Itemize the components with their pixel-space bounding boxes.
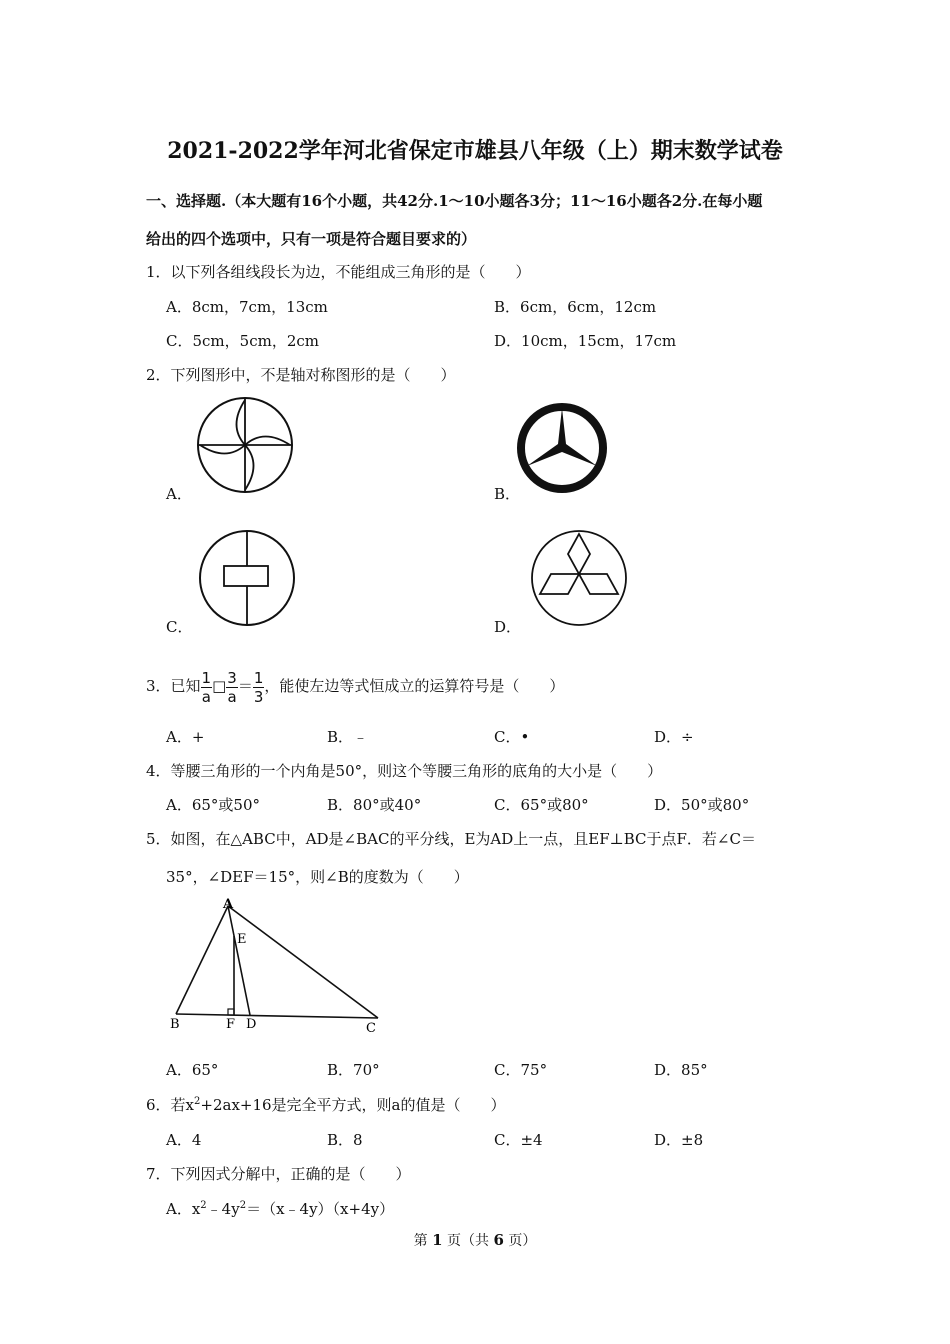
footer-post: 页） bbox=[508, 1233, 537, 1249]
q3-option-d: D．÷ bbox=[654, 728, 694, 746]
q3-suffix: ，能使左边等式恒成立的运算符号是（ ） bbox=[264, 677, 565, 695]
q1-option-d: D．10cm，15cm，17cm bbox=[494, 332, 677, 350]
footer-total-pages: 6 bbox=[493, 1231, 504, 1249]
q3-stem bbox=[146, 668, 564, 706]
q3-f2-den: a bbox=[227, 687, 237, 706]
q3-f2-num: 3 bbox=[227, 668, 237, 687]
q7-a-part2: ﹣4y bbox=[206, 1200, 240, 1218]
q4-option-a: A．65°或50° bbox=[166, 796, 261, 814]
q2-stem: 2．下列图形中，不是轴对称图形的是（ ） bbox=[146, 366, 456, 384]
footer-pre: 第 bbox=[413, 1233, 428, 1249]
q5-label-f: F bbox=[226, 1017, 236, 1032]
q3-equals: ＝ bbox=[237, 677, 253, 695]
q5-label-e: E bbox=[237, 932, 247, 947]
section-header-line2: 给出的四个选项中，只有一项是符合题目要求的） bbox=[146, 230, 477, 248]
q6-option-c: C．±4 bbox=[494, 1131, 543, 1149]
page-title: 2021-2022学年河北省保定市雄县八年级（上）期末数学试卷 bbox=[167, 138, 783, 164]
q3-option-b: B．﹣ bbox=[327, 728, 369, 746]
q7-option-a bbox=[166, 1198, 394, 1219]
q3-prefix: 3．已知 bbox=[146, 677, 201, 695]
q5-label-d: D bbox=[246, 1017, 257, 1032]
q5-option-b: B．70° bbox=[327, 1061, 380, 1079]
q5-triangle-figure bbox=[160, 894, 400, 1040]
q3-f3-num: 1 bbox=[253, 668, 264, 687]
q6-sup: 2 bbox=[194, 1096, 201, 1107]
q7-a-part3: ＝（x﹣4y）（x+4y） bbox=[246, 1200, 395, 1218]
q1-option-c: C．5cm，5cm，2cm bbox=[166, 332, 319, 350]
q4-option-c: C．65°或80° bbox=[494, 796, 589, 814]
q5-stem-line1: 5．如图，在△ABC中，AD是∠BAC的平分线，E为AD上一点，且EF⊥BC于点F．若∠C＝ bbox=[146, 830, 756, 848]
q6-stem-b: +2ax+16是完全平方式，则a的值是（ ） bbox=[200, 1096, 506, 1114]
q3-option-a: A．+ bbox=[166, 728, 205, 746]
q2-figure-b-star-ring bbox=[514, 400, 610, 496]
q5-label-b: B bbox=[170, 1017, 180, 1032]
footer-mid: 页（共 bbox=[447, 1233, 489, 1249]
section-header-line1: 一、选择题.（本大题有16个小题，共42分.1～10小题各3分；11～16小题各2分.在每小题 bbox=[146, 192, 763, 210]
q3-fraction-2 bbox=[226, 669, 238, 706]
q4-option-b: B．80°或40° bbox=[327, 796, 422, 814]
q2-option-d: D． bbox=[494, 618, 522, 636]
q6-option-a: A．4 bbox=[166, 1131, 202, 1149]
q7-a-sup2: 2 bbox=[239, 1200, 247, 1211]
q3-f1-num: 1 bbox=[201, 668, 212, 687]
q4-option-d: D．50°或80° bbox=[654, 796, 750, 814]
q1-option-b: B．6cm，6cm，12cm bbox=[494, 298, 657, 316]
page-footer bbox=[0, 1230, 950, 1250]
q4-stem: 4．等腰三角形的一个内角是50°，则这个等腰三角形的底角的大小是（ ） bbox=[146, 762, 663, 780]
q1-stem: 1．以下列各组线段长为边，不能组成三角形的是（ ） bbox=[146, 263, 531, 281]
q7-a-sup1: 2 bbox=[200, 1200, 207, 1211]
q3-f3-den: 3 bbox=[253, 687, 264, 706]
q3-option-c: C．• bbox=[494, 728, 530, 746]
q2-option-c: C． bbox=[166, 618, 193, 636]
q2-figure-d-diamonds bbox=[528, 528, 630, 628]
q3-box: □ bbox=[212, 677, 227, 695]
q1-option-a: A．8cm，7cm，13cm bbox=[166, 298, 328, 316]
q2-option-b: B． bbox=[494, 485, 521, 503]
q2-option-a: A． bbox=[166, 485, 192, 503]
q2-figure-a-pinwheel bbox=[194, 396, 296, 496]
q3-fraction-3 bbox=[253, 669, 265, 706]
q7-a-part1: A．x bbox=[166, 1200, 201, 1218]
q5-label-a: A bbox=[223, 897, 234, 912]
q7-stem: 7．下列因式分解中，正确的是（ ） bbox=[146, 1165, 411, 1183]
q3-fraction-1 bbox=[201, 669, 213, 706]
q3-f1-den: a bbox=[201, 687, 211, 706]
q6-stem bbox=[146, 1094, 506, 1115]
q5-label-c: C bbox=[366, 1021, 376, 1036]
q5-option-d: D．85° bbox=[654, 1061, 708, 1079]
footer-page-number: 1 bbox=[432, 1231, 443, 1249]
q6-option-d: D．±8 bbox=[654, 1131, 704, 1149]
q6-stem-a: 6．若x bbox=[146, 1096, 195, 1114]
q2-figure-c-rect-circle bbox=[196, 528, 298, 628]
q5-stem-line2: 35°，∠DEF＝15°，则∠B的度数为（ ） bbox=[166, 868, 469, 886]
q5-option-a: A．65° bbox=[166, 1061, 219, 1079]
q6-option-b: B．8 bbox=[327, 1131, 363, 1149]
q5-option-c: C．75° bbox=[494, 1061, 548, 1079]
